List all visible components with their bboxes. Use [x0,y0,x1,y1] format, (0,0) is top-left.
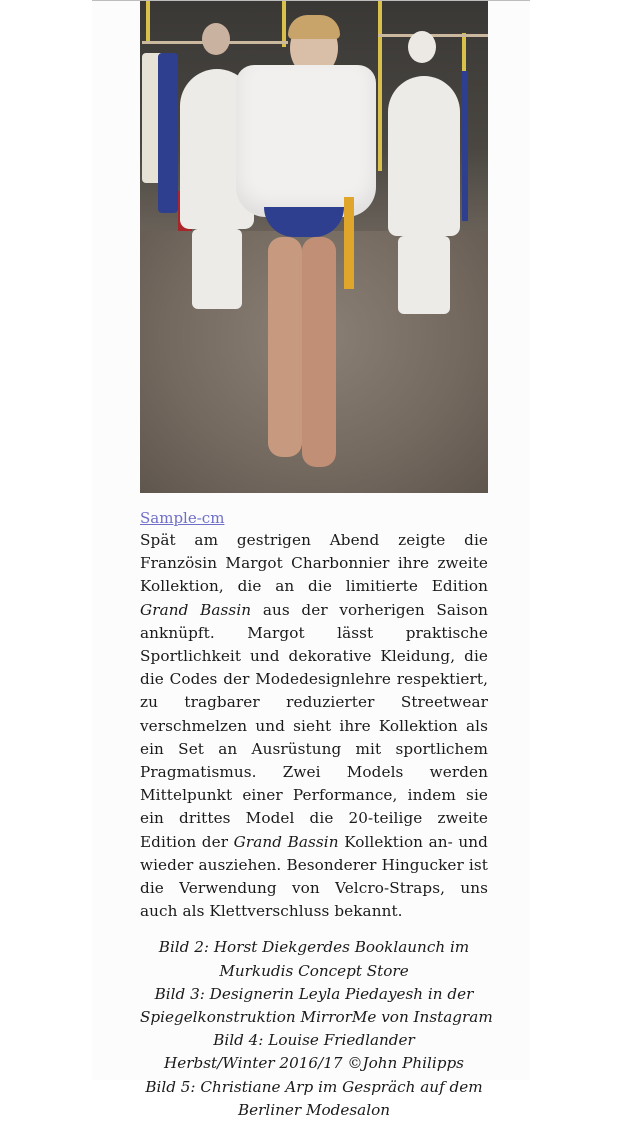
credit-line: Bild 5: Christiane Arp im Gespräch auf dem [145,1077,483,1096]
model-head [408,31,436,63]
article [140,1,493,1122]
collection-name: Grand Bassin [140,600,252,619]
yellow-strap [344,197,354,289]
credit-line: Murkudis Concept Store [219,961,409,980]
credit-line: Spiegelkonstruktion MirrorMe von Instagram [140,1008,493,1027]
credit-line: Bild 2: Horst Diekgerdes Booklaunch im [158,938,470,957]
model-legs [192,229,242,309]
white-puffer-jacket [236,65,376,217]
credit-line: Herbst/Winter 2016/17 ©John Philipps [164,1054,464,1073]
model-leg [268,237,302,457]
rack-pole [378,1,382,171]
model-figure [388,76,460,236]
image-credits [140,936,493,1122]
paragraph-text: Kollektion an- und wieder ausziehen. Besonderer Hingucker ist die Verwendung von Velcro-Straps, uns auch als Klettverschluss bekannt. [140,832,489,921]
credit-line: Berliner Modesalon [237,1100,391,1119]
model-leg [302,237,336,467]
hanging-garment [158,53,178,213]
paragraph-text: aus der vorherigen Saison anknüpft. Margot lässt praktische Sportlichkeit und dekorative Kleidung, die die Codes der Modedesignlehre respektiert, zu tragbarer reduzierter Streetwear verschmelzen und sieht ihre Kollektion als ein Set an Ausrüstung mit sportlichem Pragmatismus. Zwei Models werden Mittelpunkt einer Performance, indem sie ein drittes Model die 20-teilige zweite Edition der [140,600,488,851]
collection-name: Grand Bassin [233,832,339,851]
hero-image [140,1,488,493]
credit-line: Bild 4: Louise Friedlander [213,1031,415,1050]
sample-cm-link[interactable]: Sample-cm [140,509,225,527]
blue-rope [462,71,468,221]
credit-line: Bild 3: Designerin Leyla Piedayesh in der [154,984,474,1003]
model-legs [398,236,450,314]
model-hair [288,15,340,39]
model-head [202,23,230,55]
article-paragraph [140,529,488,923]
paragraph-text: Spät am gestrigen Abend zeigte die Französin Margot Charbonnier ihre zweite Kollektion, die an die limitierte Edition [140,531,488,596]
rack-pole [146,1,150,43]
